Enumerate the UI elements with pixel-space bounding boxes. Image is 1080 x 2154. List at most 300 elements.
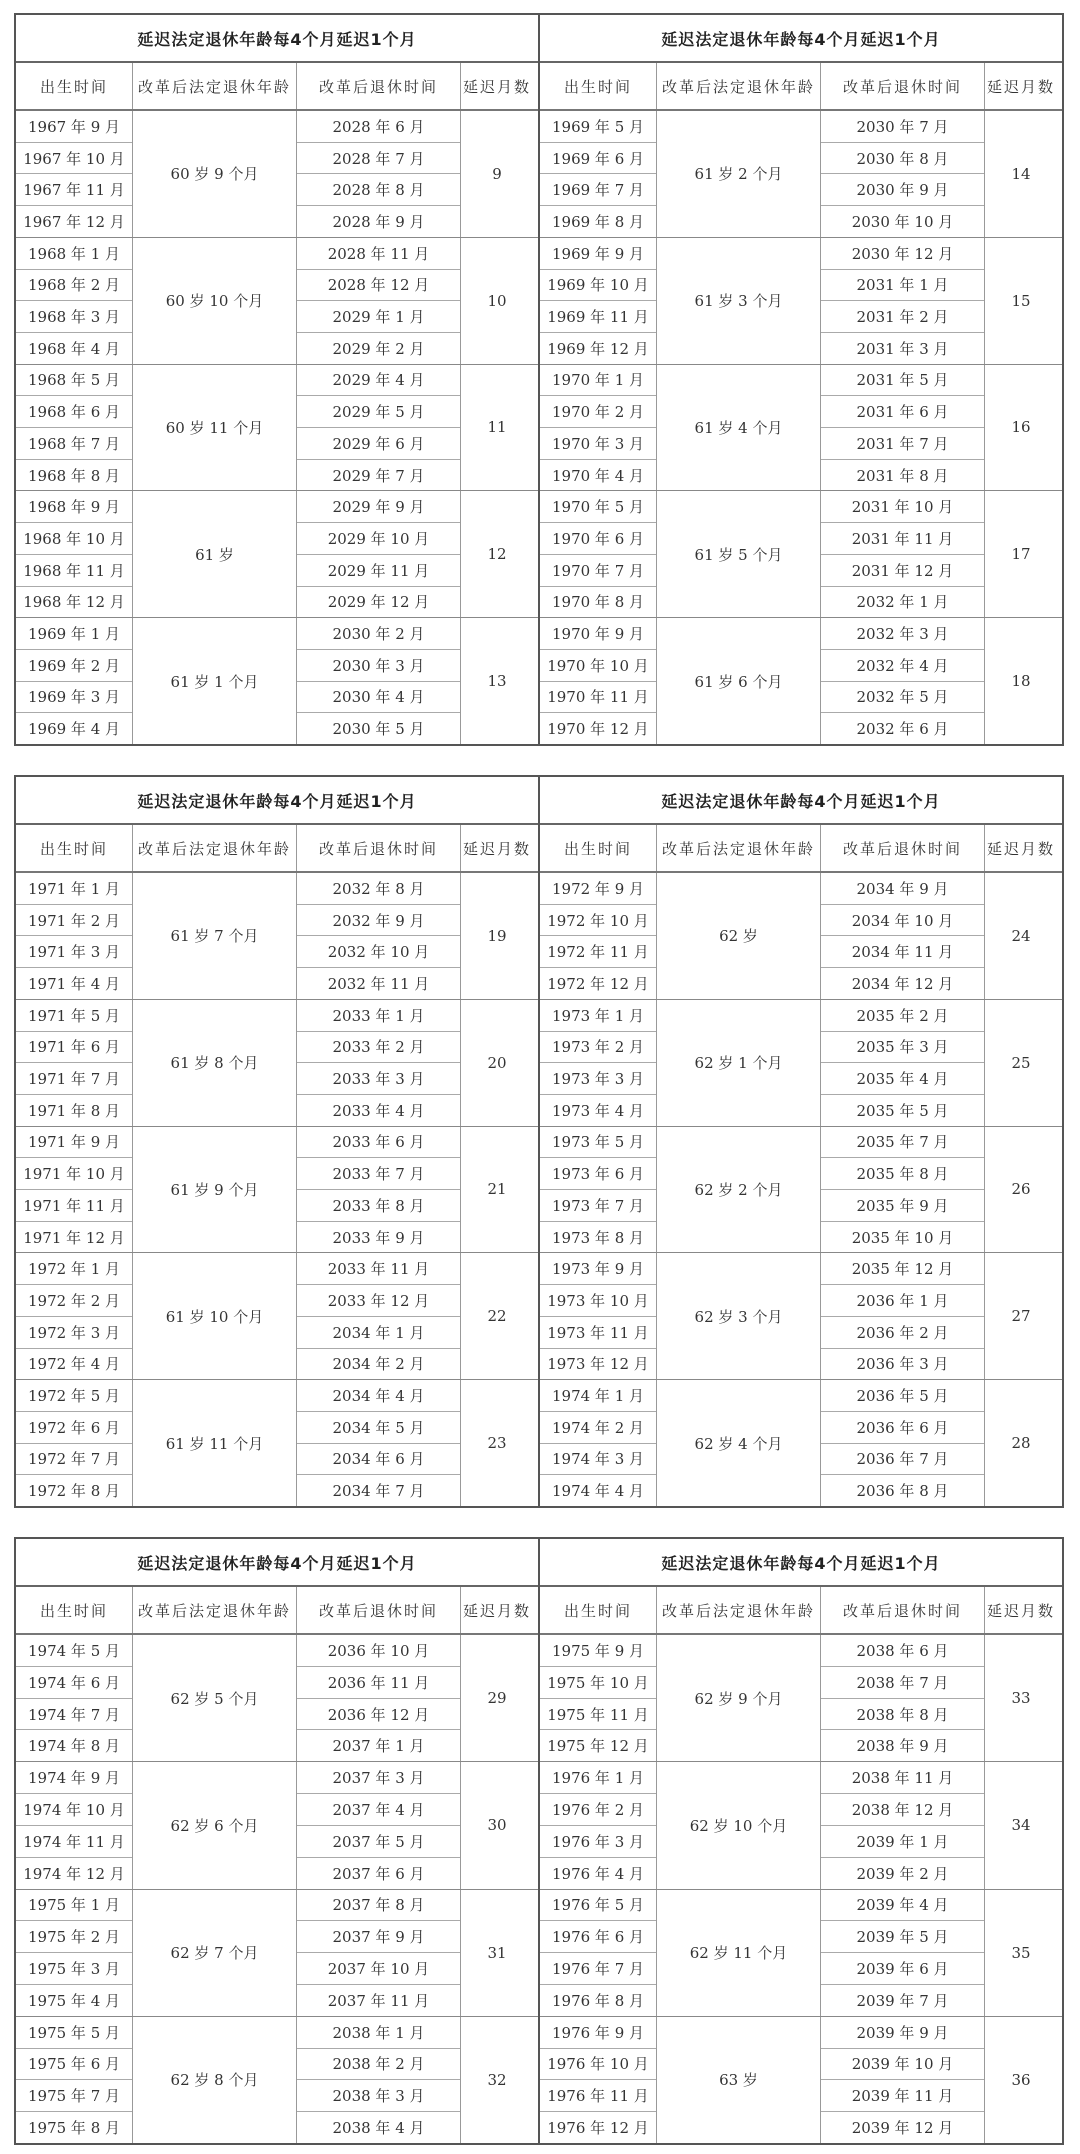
birth-cell: 1975 年 12 月 [547,1737,649,1756]
table-title: 延迟法定退休年龄每4个月延迟1个月 [16,1539,538,1587]
retire-time-cell: 2031 年 11 月 [821,523,984,555]
retire-time-cell: 2034 年 1 月 [297,1317,460,1349]
birth-cell: 1975 年 4 月 [27,1991,121,2010]
birth-column [16,1127,133,1253]
retire-time-cell: 2031 年 8 月 [856,466,949,485]
retire-time-cell: 2034 年 11 月 [821,936,984,968]
table-panel [16,1539,540,2143]
retire-time-cell: 2034 年 7 月 [332,1482,425,1501]
birth-cell: 1969 年 12 月 [547,339,649,358]
retirement-age-cell: 63 岁 [657,2017,821,2143]
birth-cell: 1972 年 3 月 [16,1317,132,1349]
retirement-age-cell: 62 岁 10 个月 [657,1762,821,1888]
retirement-age-cell: 60 岁 11 个月 [133,365,297,491]
delay-months-cell: 11 [487,418,507,437]
table-row-group [540,873,1062,1000]
retire-time-cell: 2029 年 5 月 [297,396,460,428]
table-title: 延迟法定退休年龄每4个月延迟1个月 [16,15,538,63]
retire-time-cell: 2032 年 6 月 [856,720,949,739]
retire-time-cell: 2029 年 9 月 [297,491,460,523]
birth-cell: 1971 年 5 月 [16,1000,132,1032]
retire-column [821,873,985,999]
birth-cell: 1974 年 9 月 [16,1762,132,1794]
retire-time-cell: 2031 年 5 月 [821,365,984,397]
table-header-row [16,1587,538,1635]
retire-time-cell: 2028 年 11 月 [297,238,460,270]
table-row-group [540,491,1062,618]
retire-column [821,365,985,491]
birth-cell: 1968 年 1 月 [16,238,132,270]
birth-cell: 1974 年 10 月 [16,1794,132,1826]
retire-time-cell: 2037 年 4 月 [297,1794,460,1826]
table-row-group [540,1380,1062,1506]
birth-cell: 1973 年 10 月 [540,1285,656,1317]
table-panel [16,777,540,1506]
birth-cell: 1972 年 1 月 [16,1253,132,1285]
retire-time-cell: 2030 年 10 月 [851,212,954,231]
delay-months-cell: 28 [1011,1434,1031,1453]
retirement-age-cell: 60 岁 10 个月 [133,238,297,364]
birth-cell: 1970 年 4 月 [551,466,645,485]
birth-cell: 1969 年 1 月 [16,618,132,650]
column-header: 改革后退休时间 [821,1587,985,1633]
column-header: 改革后退休时间 [297,63,461,109]
retire-time-cell: 2038 年 8 月 [821,1699,984,1731]
retire-column [297,1253,461,1379]
table-header-row [540,1587,1062,1635]
retirement-age-cell: 61 岁 11 个月 [133,1380,297,1506]
retire-time-cell: 2036 年 10 月 [297,1635,460,1667]
retire-time-cell: 2033 年 4 月 [332,1101,425,1120]
birth-column [540,873,657,999]
birth-cell: 1968 年 11 月 [16,555,132,587]
birth-column [540,1762,657,1888]
retirement-age-cell: 61 岁 7 个月 [133,873,297,999]
retire-time-cell: 2037 年 5 月 [297,1826,460,1858]
retire-column [297,1127,461,1253]
retire-column [821,111,985,237]
retire-time-cell: 2035 年 4 月 [821,1063,984,1095]
table-row-group [540,1635,1062,1762]
retirement-age-cell: 61 岁 2 个月 [657,111,821,237]
retire-time-cell: 2031 年 12 月 [821,555,984,587]
retire-time-cell: 2039 年 11 月 [821,2080,984,2112]
birth-cell: 1975 年 5 月 [16,2017,132,2049]
retire-time-cell: 2029 年 4 月 [297,365,460,397]
birth-cell: 1975 年 3 月 [16,1953,132,1985]
retirement-age-cell: 61 岁 [133,491,297,617]
birth-cell: 1973 年 3 月 [540,1063,656,1095]
birth-column [16,1380,133,1506]
delay-months-cell: 12 [487,545,507,564]
birth-cell: 1974 年 2 月 [540,1412,656,1444]
birth-column [16,1890,133,2016]
table-row-group [540,1127,1062,1254]
retire-column [297,2017,461,2143]
birth-column [16,2017,133,2143]
retire-time-cell: 2038 年 9 月 [856,1737,949,1756]
birth-cell: 1975 年 8 月 [27,2119,121,2138]
retire-time-cell: 2035 年 2 月 [821,1000,984,1032]
delay-months-cell: 26 [1011,1180,1031,1199]
birth-cell: 1973 年 7 月 [540,1190,656,1222]
table-block-1 [14,13,1064,746]
table-row-group [16,2017,538,2143]
retire-time-cell: 2030 年 8 月 [821,143,984,175]
retire-time-cell: 2032 年 3 月 [821,618,984,650]
birth-cell: 1972 年 9 月 [540,873,656,905]
birth-cell: 1974 年 7 月 [16,1699,132,1731]
retirement-age-cell: 61 岁 3 个月 [657,238,821,364]
retire-time-cell: 2029 年 1 月 [297,301,460,333]
delay-months-cell: 20 [487,1053,507,1072]
column-header: 改革后退休时间 [297,1587,461,1633]
table-row-group [16,1762,538,1889]
delay-months-cell: 36 [1011,2070,1031,2089]
birth-cell: 1972 年 7 月 [16,1444,132,1476]
retire-column [821,238,985,364]
birth-cell: 1968 年 5 月 [16,365,132,397]
table-block-3 [14,1537,1064,2145]
retire-column [821,1000,985,1126]
table-panel [540,1539,1062,2143]
birth-cell: 1976 年 4 月 [551,1864,645,1883]
retire-time-cell: 2037 年 8 月 [297,1890,460,1922]
delay-months-cell: 22 [487,1307,507,1326]
delay-months-cell: 29 [487,1689,507,1708]
table-row-group [540,111,1062,238]
retire-time-cell: 2036 年 6 月 [821,1412,984,1444]
birth-cell: 1973 年 5 月 [540,1127,656,1159]
birth-cell: 1968 年 2 月 [16,270,132,302]
retire-column [821,1127,985,1253]
column-header: 改革后法定退休年龄 [657,1587,821,1633]
birth-cell: 1972 年 4 月 [27,1355,121,1374]
delay-months-cell: 13 [487,672,507,691]
birth-cell: 1971 年 11 月 [16,1190,132,1222]
table-row-group [540,365,1062,492]
column-header: 改革后退休时间 [821,825,985,871]
retire-time-cell: 2031 年 10 月 [821,491,984,523]
retire-time-cell: 2029 年 6 月 [297,428,460,460]
birth-cell: 1973 年 11 月 [540,1317,656,1349]
retire-time-cell: 2037 年 3 月 [297,1762,460,1794]
retire-time-cell: 2038 年 7 月 [821,1667,984,1699]
retire-time-cell: 2038 年 3 月 [297,2080,460,2112]
retirement-age-cell: 61 岁 4 个月 [657,365,821,491]
retire-time-cell: 2036 年 1 月 [821,1285,984,1317]
retire-time-cell: 2032 年 9 月 [297,905,460,937]
birth-cell: 1974 年 3 月 [540,1444,656,1476]
birth-column [540,111,657,237]
table-body [16,873,538,1506]
birth-cell: 1976 年 3 月 [540,1826,656,1858]
retire-time-cell: 2034 年 2 月 [332,1355,425,1374]
birth-cell: 1972 年 6 月 [16,1412,132,1444]
retire-time-cell: 2038 年 2 月 [297,2049,460,2081]
retirement-age-cell: 61 岁 8 个月 [133,1000,297,1126]
retire-time-cell: 2034 年 9 月 [821,873,984,905]
retire-column [297,1890,461,2016]
birth-cell: 1969 年 5 月 [540,111,656,143]
birth-cell: 1976 年 8 月 [551,1991,645,2010]
retirement-age-cell: 62 岁 3 个月 [657,1253,821,1379]
delay-months-cell: 18 [1011,672,1031,691]
column-header: 出生时间 [16,825,133,871]
column-header: 改革后法定退休年龄 [657,825,821,871]
birth-cell: 1974 年 6 月 [16,1667,132,1699]
retire-time-cell: 2032 年 1 月 [856,593,949,612]
retirement-age-cell: 61 岁 5 个月 [657,491,821,617]
birth-cell: 1971 年 10 月 [16,1158,132,1190]
column-header: 延迟月数 [462,839,531,858]
birth-column [16,1000,133,1126]
birth-column [16,111,133,237]
birth-column [540,2017,657,2143]
retire-time-cell: 2038 年 4 月 [332,2119,425,2138]
retirement-age-cell: 61 岁 1 个月 [133,618,297,744]
retire-time-cell: 2035 年 7 月 [821,1127,984,1159]
birth-cell: 1976 年 9 月 [540,2017,656,2049]
birth-cell: 1970 年 7 月 [540,555,656,587]
retire-time-cell: 2035 年 10 月 [851,1228,954,1247]
birth-cell: 1973 年 6 月 [540,1158,656,1190]
birth-cell: 1974 年 11 月 [16,1826,132,1858]
table-header-row [540,825,1062,873]
retire-time-cell: 2032 年 8 月 [297,873,460,905]
retire-time-cell: 2034 年 5 月 [297,1412,460,1444]
retire-time-cell: 2030 年 7 月 [821,111,984,143]
column-header: 改革后法定退休年龄 [133,825,297,871]
retire-time-cell: 2038 年 12 月 [821,1794,984,1826]
birth-cell: 1970 年 5 月 [540,491,656,523]
table-row-group [16,491,538,618]
birth-column [540,1127,657,1253]
retire-time-cell: 2038 年 6 月 [821,1635,984,1667]
birth-cell: 1970 年 12 月 [547,720,649,739]
retire-time-cell: 2039 年 10 月 [821,2049,984,2081]
retirement-age-cell: 61 岁 6 个月 [657,618,821,744]
retire-time-cell: 2029 年 10 月 [297,523,460,555]
birth-cell: 1968 年 12 月 [23,593,125,612]
birth-column [540,1380,657,1506]
retire-column [297,1635,461,1761]
birth-cell: 1969 年 4 月 [27,720,121,739]
retirement-age-cell: 62 岁 11 个月 [657,1890,821,2016]
table-row-group [16,238,538,365]
birth-cell: 1970 年 2 月 [540,396,656,428]
table-row-group [540,238,1062,365]
birth-cell: 1975 年 6 月 [16,2049,132,2081]
retire-time-cell: 2037 年 6 月 [332,1864,425,1883]
table-row-group [16,111,538,238]
birth-column [540,1890,657,2016]
retire-time-cell: 2037 年 10 月 [297,1953,460,1985]
birth-column [16,1635,133,1761]
retire-time-cell: 2037 年 1 月 [332,1737,425,1756]
table-row-group [540,1253,1062,1380]
retire-time-cell: 2037 年 11 月 [327,1991,430,2010]
retire-time-cell: 2030 年 9 月 [821,174,984,206]
birth-cell: 1971 年 8 月 [27,1101,121,1120]
birth-column [16,618,133,744]
birth-cell: 1974 年 5 月 [16,1635,132,1667]
birth-cell: 1970 年 10 月 [540,650,656,682]
retire-time-cell: 2030 年 3 月 [297,650,460,682]
retire-time-cell: 2033 年 9 月 [332,1228,425,1247]
retirement-age-cell: 62 岁 4 个月 [657,1380,821,1506]
retire-column [297,1762,461,1888]
table-row-group [16,1380,538,1506]
column-header: 出生时间 [540,825,657,871]
retire-time-cell: 2030 年 12 月 [821,238,984,270]
birth-cell: 1976 年 5 月 [540,1890,656,1922]
retirement-age-cell: 62 岁 5 个月 [133,1635,297,1761]
retire-time-cell: 2039 年 4 月 [821,1890,984,1922]
delay-months-cell: 23 [487,1434,507,1453]
retire-time-cell: 2035 年 5 月 [856,1101,949,1120]
retire-time-cell: 2038 年 1 月 [297,2017,460,2049]
table-row-group [540,1000,1062,1127]
table-body [16,111,538,744]
birth-cell: 1970 年 3 月 [540,428,656,460]
retire-time-cell: 2031 年 1 月 [821,270,984,302]
birth-cell: 1975 年 9 月 [540,1635,656,1667]
birth-cell: 1973 年 2 月 [540,1032,656,1064]
retire-column [297,111,461,237]
birth-cell: 1976 年 11 月 [540,2080,656,2112]
retirement-age-cell: 62 岁 9 个月 [657,1635,821,1761]
birth-cell: 1969 年 2 月 [16,650,132,682]
retire-time-cell: 2038 年 11 月 [821,1762,984,1794]
table-header-row [16,825,538,873]
birth-cell: 1970 年 6 月 [540,523,656,555]
table-header-row [540,63,1062,111]
retirement-age-cell: 62 岁 6 个月 [133,1762,297,1888]
retire-time-cell: 2028 年 6 月 [297,111,460,143]
table-row-group [16,1635,538,1762]
birth-cell: 1970 年 1 月 [540,365,656,397]
birth-column [540,618,657,744]
birth-cell: 1968 年 8 月 [27,466,121,485]
column-header: 改革后退休时间 [297,825,461,871]
birth-column [16,365,133,491]
birth-cell: 1976 年 12 月 [547,2119,649,2138]
retire-time-cell: 2036 年 2 月 [821,1317,984,1349]
birth-cell: 1973 年 1 月 [540,1000,656,1032]
birth-cell: 1967 年 10 月 [16,143,132,175]
retire-time-cell: 2032 年 11 月 [327,974,430,993]
retire-time-cell: 2033 年 8 月 [297,1190,460,1222]
column-header: 改革后法定退休年龄 [657,63,821,109]
retire-time-cell: 2033 年 1 月 [297,1000,460,1032]
birth-cell: 1973 年 12 月 [547,1355,649,1374]
retire-time-cell: 2036 年 12 月 [297,1699,460,1731]
birth-cell: 1967 年 12 月 [23,212,125,231]
column-header: 延迟月数 [986,1601,1055,1620]
birth-column [540,1000,657,1126]
birth-cell: 1968 年 6 月 [16,396,132,428]
table-title: 延迟法定退休年龄每4个月延迟1个月 [16,777,538,825]
birth-cell: 1975 年 11 月 [540,1699,656,1731]
table-body [16,1635,538,2143]
retire-time-cell: 2039 年 6 月 [821,1953,984,1985]
delay-months-cell: 19 [487,926,507,945]
birth-cell: 1972 年 10 月 [540,905,656,937]
retire-column [821,491,985,617]
birth-cell: 1969 年 7 月 [540,174,656,206]
column-header: 改革后退休时间 [821,63,985,109]
retire-time-cell: 2034 年 4 月 [297,1380,460,1412]
retire-time-cell: 2033 年 12 月 [297,1285,460,1317]
birth-cell: 1974 年 1 月 [540,1380,656,1412]
retire-time-cell: 2028 年 9 月 [332,212,425,231]
birth-column [540,238,657,364]
retire-time-cell: 2033 年 3 月 [297,1063,460,1095]
retire-time-cell: 2031 年 6 月 [821,396,984,428]
birth-cell: 1971 年 2 月 [16,905,132,937]
retirement-age-cell: 62 岁 8 个月 [133,2017,297,2143]
delay-months-cell: 9 [492,164,502,183]
birth-cell: 1971 年 4 月 [27,974,121,993]
table-row-group [16,618,538,744]
table-panel [540,777,1062,1506]
retire-time-cell: 2039 年 9 月 [821,2017,984,2049]
retirement-age-cell: 62 岁 7 个月 [133,1890,297,2016]
table-row-group [16,1000,538,1127]
column-header: 改革后法定退休年龄 [133,1587,297,1633]
birth-column [540,1635,657,1761]
retire-time-cell: 2030 年 5 月 [332,720,425,739]
retire-time-cell: 2036 年 11 月 [297,1667,460,1699]
table-body [540,1635,1062,2143]
retire-time-cell: 2033 年 2 月 [297,1032,460,1064]
retire-time-cell: 2039 年 1 月 [821,1826,984,1858]
retirement-age-cell: 60 岁 9 个月 [133,111,297,237]
birth-cell: 1970 年 8 月 [551,593,645,612]
column-header: 改革后法定退休年龄 [133,63,297,109]
column-header: 延迟月数 [986,77,1055,96]
table-row-group [16,1253,538,1380]
retire-column [821,1635,985,1761]
birth-column [16,238,133,364]
birth-cell: 1969 年 10 月 [540,270,656,302]
retire-time-cell: 2039 年 7 月 [856,1991,949,2010]
column-header: 延迟月数 [462,1601,531,1620]
birth-cell: 1971 年 6 月 [16,1032,132,1064]
retire-time-cell: 2033 年 7 月 [297,1158,460,1190]
column-header: 出生时间 [540,1587,657,1633]
delay-months-cell: 33 [1011,1689,1031,1708]
birth-cell: 1972 年 11 月 [540,936,656,968]
retire-time-cell: 2034 年 6 月 [297,1444,460,1476]
retire-time-cell: 2028 年 8 月 [297,174,460,206]
retire-time-cell: 2035 年 12 月 [821,1253,984,1285]
retire-time-cell: 2029 年 7 月 [332,466,425,485]
birth-column [16,491,133,617]
birth-cell: 1969 年 11 月 [540,301,656,333]
birth-cell: 1971 年 1 月 [16,873,132,905]
birth-cell: 1973 年 8 月 [551,1228,645,1247]
retire-time-cell: 2028 年 7 月 [297,143,460,175]
birth-cell: 1969 年 3 月 [16,682,132,714]
birth-cell: 1968 年 10 月 [16,523,132,555]
birth-cell: 1975 年 2 月 [16,1921,132,1953]
retire-time-cell: 2035 年 3 月 [821,1032,984,1064]
delay-months-cell: 31 [487,1943,507,1962]
birth-cell: 1974 年 12 月 [23,1864,125,1883]
retire-time-cell: 2039 年 5 月 [821,1921,984,1953]
